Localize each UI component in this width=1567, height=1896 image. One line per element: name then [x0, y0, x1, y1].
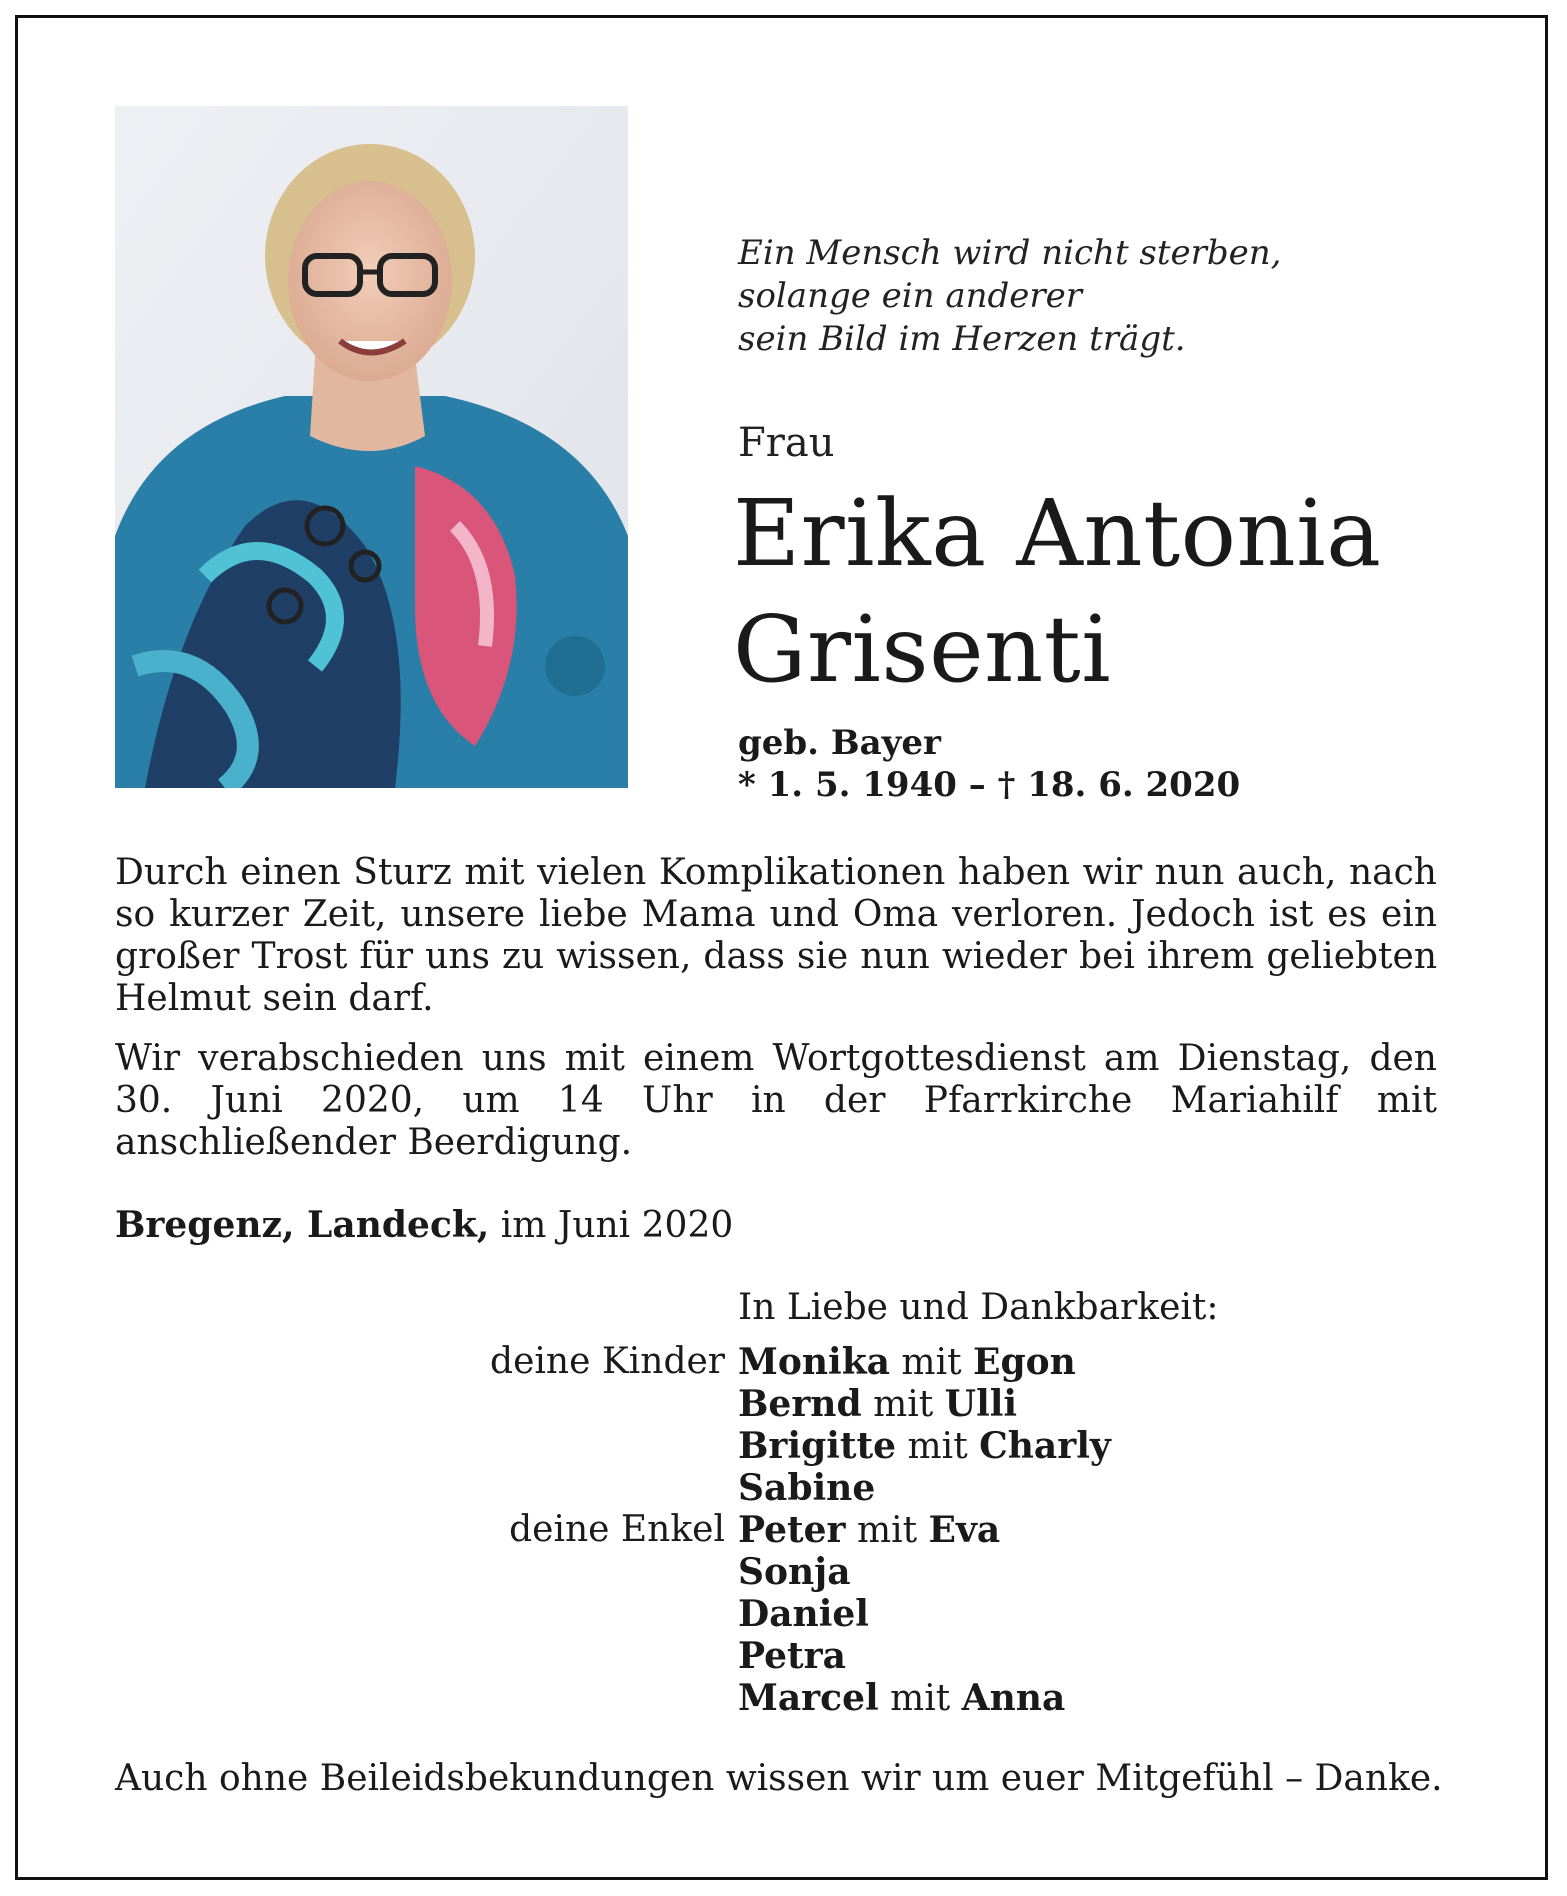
- dankbarkeit-line: In Liebe und Dankbarkeit:: [738, 1287, 1219, 1328]
- family-member: Daniel: [738, 1593, 869, 1635]
- family-member: Bernd mit Ulli: [738, 1383, 1018, 1425]
- birth-name: geb. Bayer: [738, 723, 941, 763]
- paragraph-announcement: Durch einen Sturz mit vielen Komplikationen haben wir nun auch, nach so kurzer Zeit, unsere liebe Mama und Oma verloren. Jedoch ist es ein großer Trost für uns zu wissen, dass sie nun wieder bei ihrem geliebten Helmut sein darf.: [115, 852, 1437, 1019]
- title-prefix: Frau: [738, 420, 835, 466]
- paragraph-service: Wir verabschieden uns mit einem Wortgottesdienst am Dienstag, den 30. Juni 2020, um 14 Uhr in der Pfarrkirche Mariahilf mit anschließender Beerdigung.: [115, 1038, 1437, 1163]
- memorial-quote: [738, 232, 1458, 361]
- name-line: Grisenti: [733, 596, 1112, 703]
- life-dates: * 1. 5. 1940 – † 18. 6. 2020: [738, 765, 1241, 805]
- place-names: Bregenz, Landeck,: [115, 1204, 490, 1246]
- children-label: deine Kinder: [490, 1341, 725, 1382]
- name-line: Erika Antonia: [733, 480, 1382, 587]
- family-member: Sonja: [738, 1551, 851, 1593]
- deceased-name: [733, 476, 1493, 708]
- portrait-photo: [115, 106, 628, 788]
- family-member: Brigitte mit Charly: [738, 1425, 1111, 1467]
- date-text: im Juni 2020: [489, 1205, 734, 1246]
- family-member: Sabine: [738, 1467, 876, 1509]
- quote-line: sein Bild im Herzen trägt.: [738, 319, 1186, 359]
- family-member: Petra: [738, 1635, 846, 1677]
- grandchildren-label: deine Enkel: [509, 1509, 725, 1550]
- family-member: Marcel mit Anna: [738, 1677, 1066, 1719]
- place-and-date: [115, 1204, 733, 1246]
- quote-line: solange ein anderer: [738, 276, 1083, 316]
- family-member: Peter mit Eva: [738, 1509, 1001, 1551]
- quote-line: Ein Mensch wird nicht sterben,: [738, 233, 1282, 273]
- closing-line: Auch ohne Beileidsbekundungen wissen wir um euer Mitgefühl – Danke.: [115, 1758, 1443, 1799]
- family-member: Monika mit Egon: [738, 1341, 1076, 1383]
